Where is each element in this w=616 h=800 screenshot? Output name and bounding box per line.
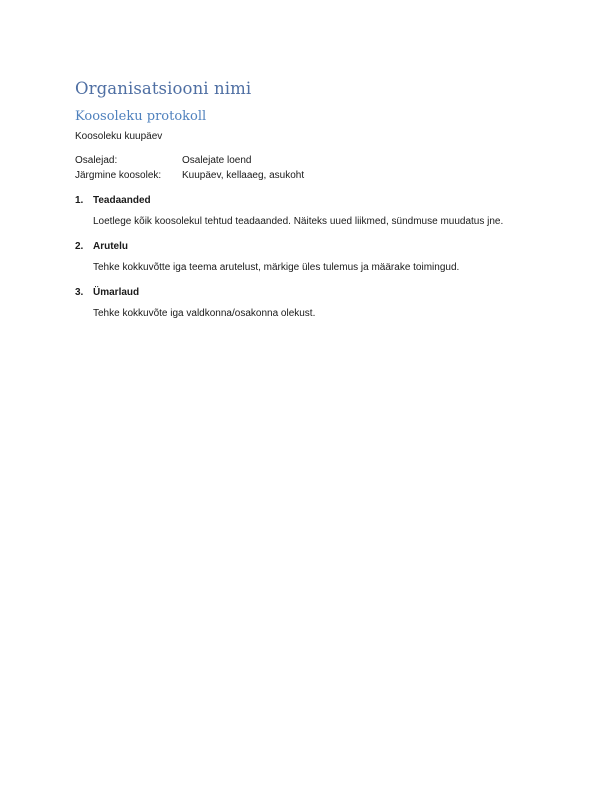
agenda-item-title: Arutelu xyxy=(93,241,128,252)
agenda-item-title: Ümarlaud xyxy=(93,287,140,298)
next-meeting-value: Kuupäev, kellaaeg, asukoht xyxy=(182,169,305,181)
document-title: Koosoleku protokoll xyxy=(75,109,207,124)
agenda-item-number: 2. xyxy=(75,241,84,252)
meeting-date: Koosoleku kuupäev xyxy=(75,131,163,142)
next-meeting-label: Järgmine koosolek: xyxy=(75,169,162,181)
attendees-label: Osalejad: xyxy=(75,155,118,166)
agenda-item-number: 3. xyxy=(75,287,84,298)
agenda-item-heading xyxy=(75,240,555,254)
meeting-info xyxy=(75,154,555,183)
agenda-list xyxy=(75,194,555,321)
agenda-item-title: Teadaanded xyxy=(93,195,151,206)
agenda-item xyxy=(75,240,555,275)
agenda-item-heading xyxy=(75,194,555,208)
agenda-item-body: Tehke kokkuvõte iga valdkonna/osakonna olekust. xyxy=(93,308,316,319)
agenda-item-body: Tehke kokkuvõtte iga teema arutelust, märkige üles tulemus ja määrake toimingud. xyxy=(93,262,460,273)
info-row-next-meeting xyxy=(75,169,555,184)
agenda-item-number: 1. xyxy=(75,195,84,206)
document-content xyxy=(75,78,555,332)
organization-name: Organisatsiooni nimi xyxy=(75,79,252,98)
agenda-item xyxy=(75,194,555,229)
agenda-item-body: Loetlege kõik koosolekul tehtud teadaanded. Näiteks uued liikmed, sündmuse muudatus jne. xyxy=(93,216,504,227)
agenda-item-heading xyxy=(75,286,555,300)
attendees-value: Osalejate loend xyxy=(182,155,252,166)
agenda-item xyxy=(75,286,555,321)
info-row-attendees xyxy=(75,154,555,169)
